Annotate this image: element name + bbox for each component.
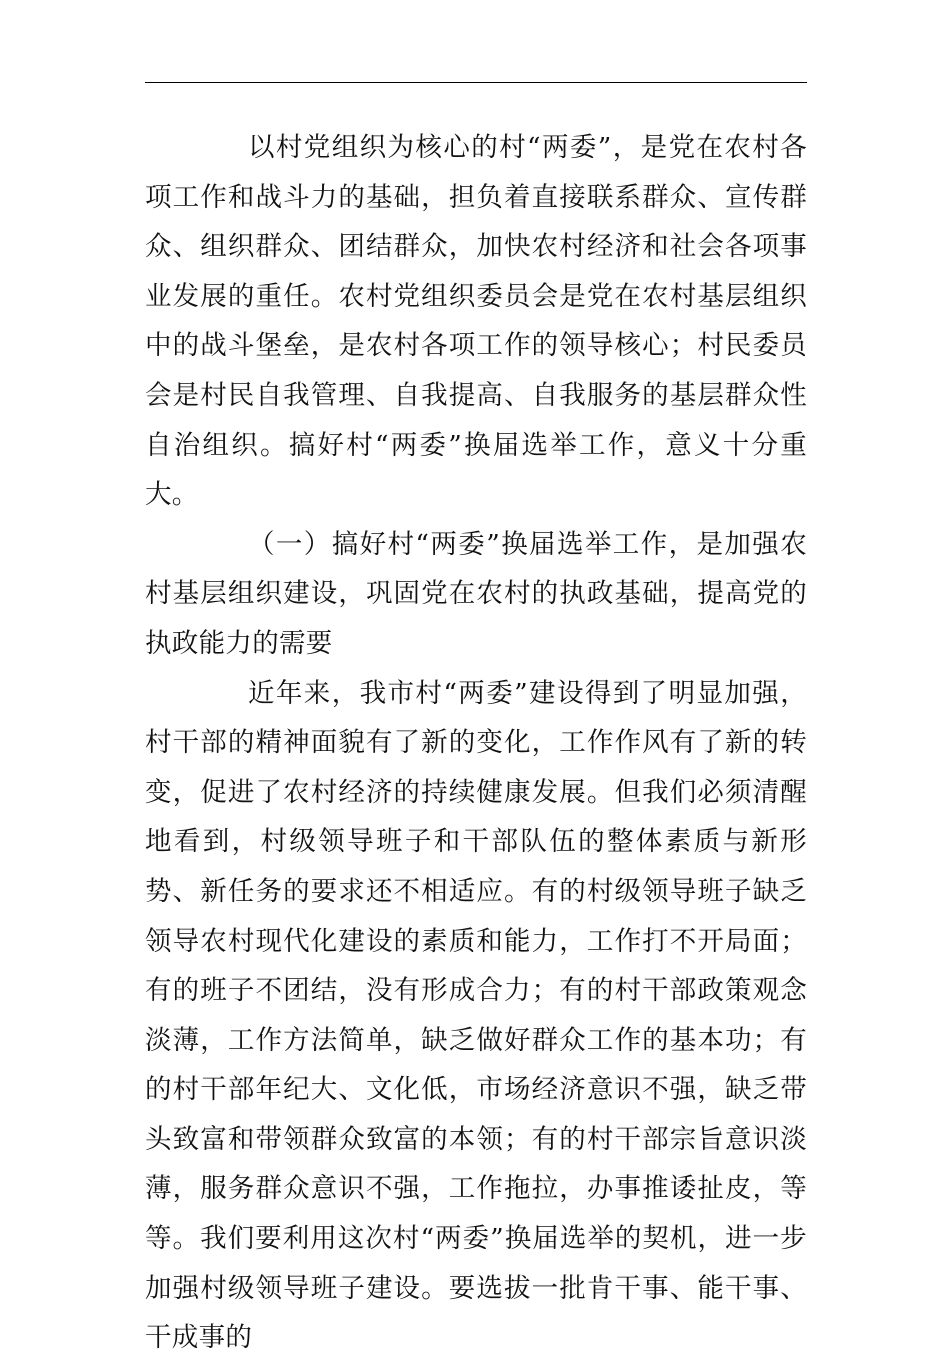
paragraph-recent-years: 近年来，我市村“两委”建设得到了明显加强，村干部的精神面貌有了新的变化，工作作风有了新的转变，促进了农村经济的持续健康发展。但我们必须清醒地看到，村级领导班子和干部队伍的整体素质与新形势、新任务的要求还不相适应。有的村级领导班子缺乏领导农村现代化建设的素质和能力，工作打不开局面；有的班子不团结，没有形成合力；有的村干部政策观念淡薄，工作方法简单，缺乏做好群众工作的基本功；有的村干部年纪大、文化低，市场经济意识不强，缺乏带头致富和带领群众致富的本领；有的村干部宗旨意识淡薄，服务群众意识不强，工作拖拉，办事推诿扯皮，等等。我们要利用这次村“两委”换届选举的契机，进一步加强村级领导班子建设。要选拔一批肯干事、能干事、干成事的 — [145, 677, 807, 1354]
document-body — [145, 123, 807, 1363]
paragraph-intro: 以村党组织为核心的村“两委”，是党在农村各项工作和战斗力的基础，担负着直接联系群众、宣传群众、组织群众、团结群众，加快农村经济和社会各项事业发展的重任。农村党组织委员会是党在农村基层组织中的战斗堡垒，是农村各项工作的领导核心；村民委员会是村民自我管理、自我提高、自我服务的基层群众性自治组织。搞好村“两委”换届选举工作，意义十分重大。 — [145, 132, 807, 511]
section-heading-1: （一）搞好村“两委”换届选举工作，是加强农村基层组织建设，巩固党在农村的执政基础，提高党的执政能力的需要 — [145, 528, 807, 659]
header-rule — [145, 82, 807, 83]
